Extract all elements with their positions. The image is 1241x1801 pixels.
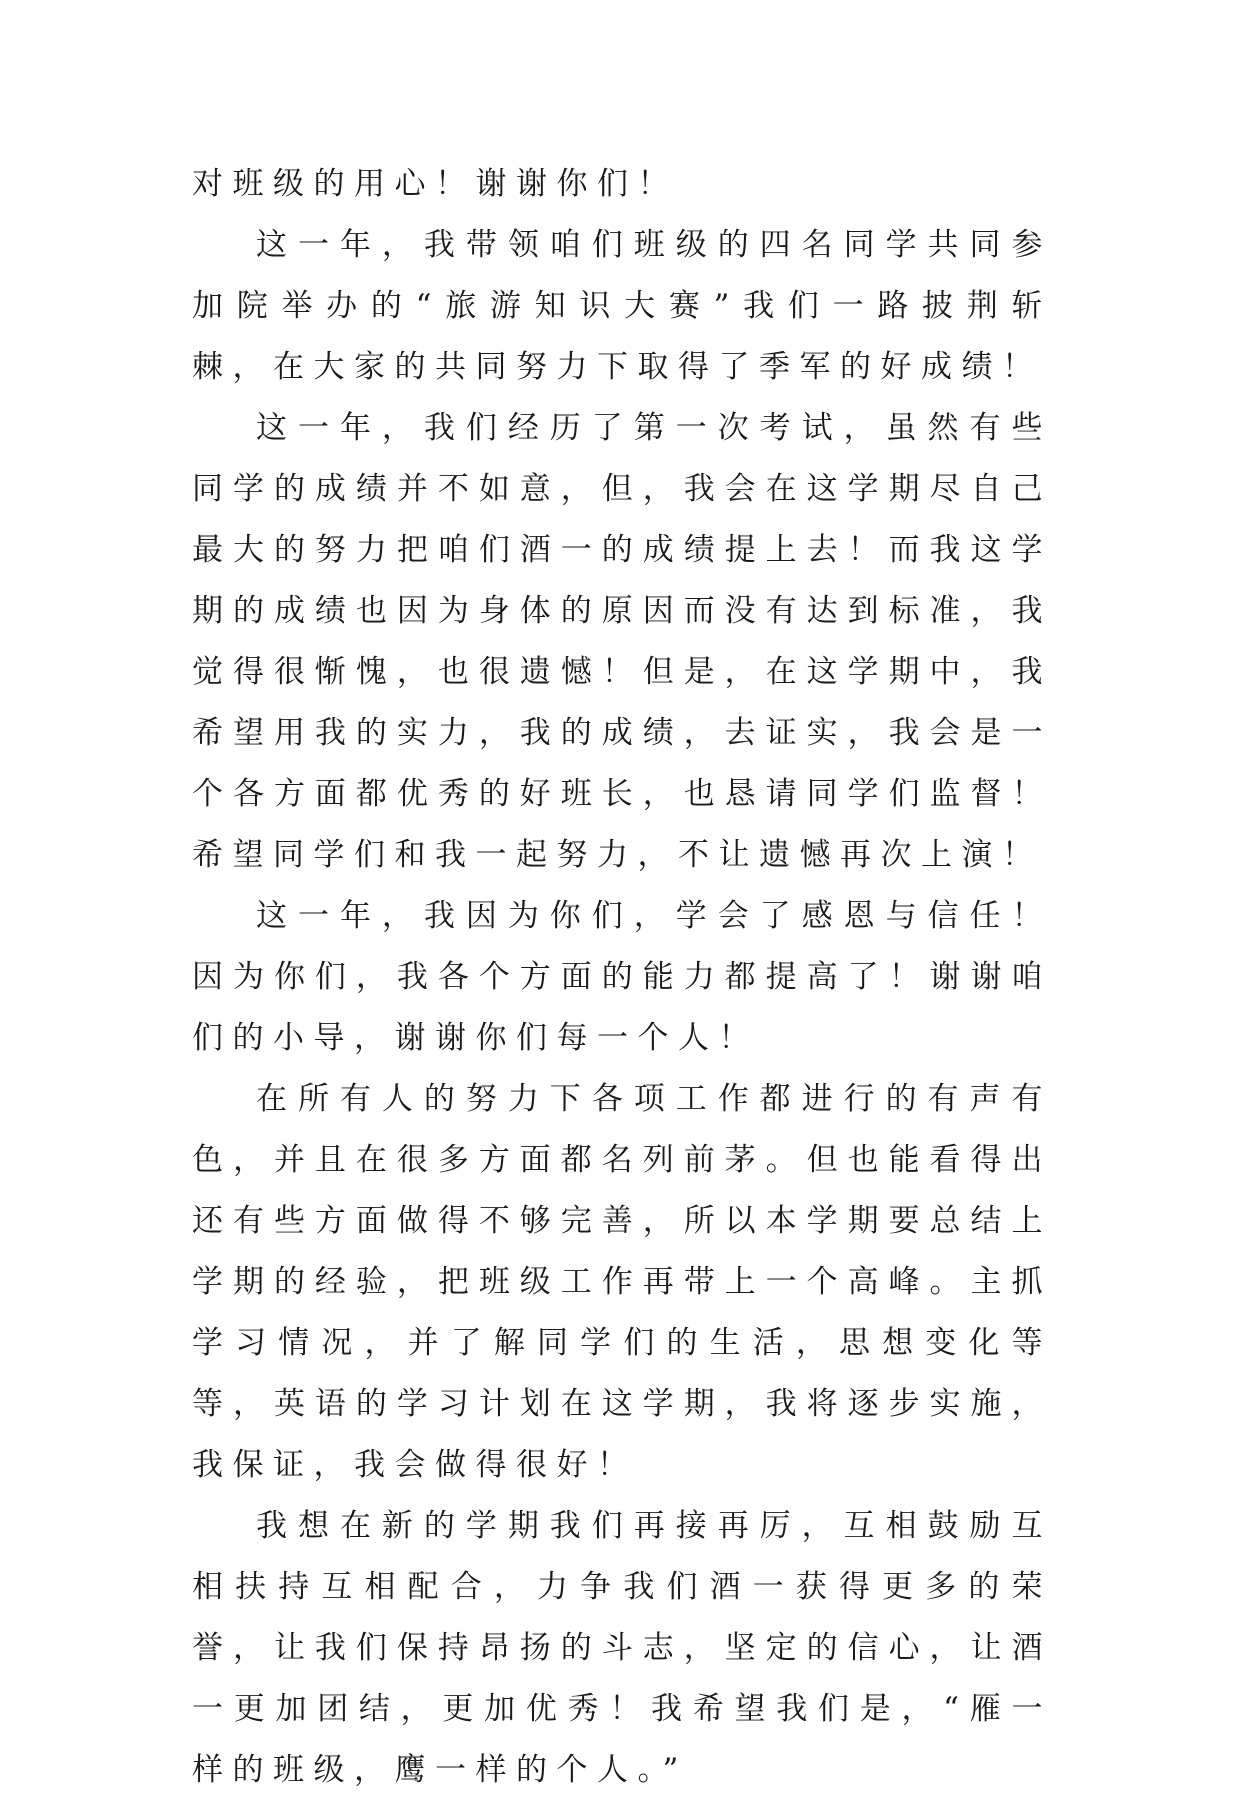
paragraph-4: 这一年，我因为你们，学会了感恩与信任！因为你们，我各个方面的能力都提高了！谢谢咱们的小导，谢谢你们每一个人！ <box>192 898 1052 1056</box>
paragraph-1: 对班级的用心！谢谢你们！ <box>192 166 678 202</box>
document-body <box>192 154 1052 1801</box>
paragraph-2: 这一年，我带领咱们班级的四名同学共同参加院举办的“旅游知识大赛”我们一路披荆斩棘，在大家的共同努力下取得了季军的好成绩！ <box>192 227 1052 385</box>
paragraph-3: 这一年，我们经历了第一次考试，虽然有些同学的成绩并不如意，但，我会在这学期尽自己最大的努力把咱们酒一的成绩提上去！而我这学期的成绩也因为身体的原因而没有达到标准，我觉得很惭愧，也很遗憾！但是，在这学期中，我希望用我的实力，我的成绩，去证实，我会是一个各方面都优秀的好班长，也恳请同学们监督！希望同学们和我一起努力，不让遗憾再次上演！ <box>192 410 1052 873</box>
paragraph-6: 我想在新的学期我们再接再厉，互相鼓励互相扶持互相配合，力争我们酒一获得更多的荣誉，让我们保持昂扬的斗志，坚定的信心，让酒一更加团结，更加优秀！我希望我们是，“雁一样的班级，鹰一样的个人。” <box>192 1508 1052 1788</box>
paragraph-5: 在所有人的努力下各项工作都进行的有声有色，并且在很多方面都名列前茅。但也能看得出还有些方面做得不够完善，所以本学期要总结上学期的经验，把班级工作再带上一个高峰。主抓学习情况，并了解同学们的生活，思想变化等等，英语的学习计划在这学期，我将逐步实施，我保证，我会做得很好！ <box>192 1081 1052 1483</box>
